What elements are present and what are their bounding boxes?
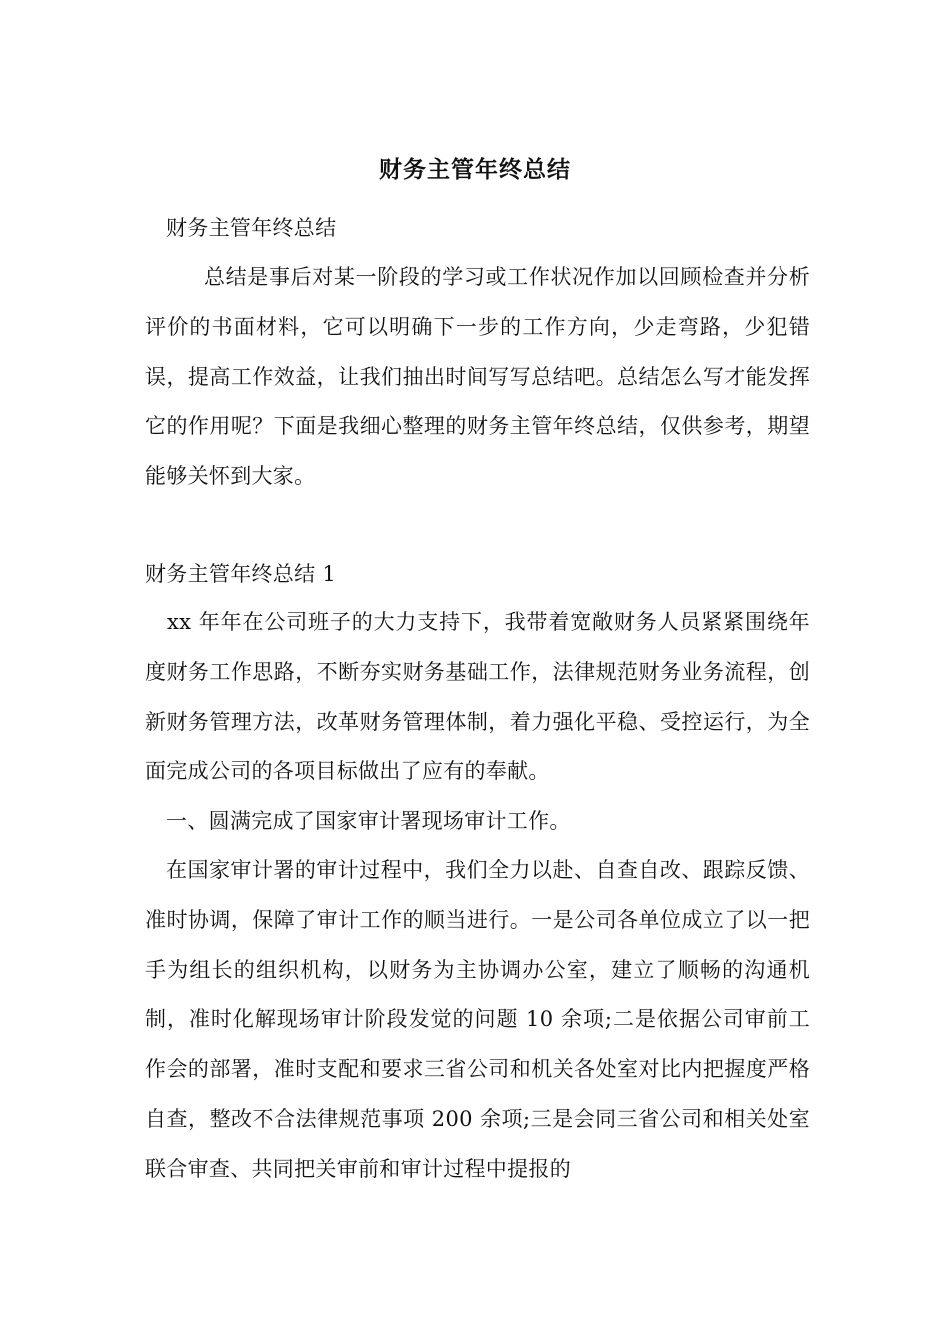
intro-paragraph: 总结是事后对某一阶段的学习或工作状况作加以回顾检查并分析评价的书面材料，它可以明确下一步的工作方向，少走弯路，少犯错误，提高工作效益，让我们抽出时间写写总结吧。总结怎么写才能发挥它的作用呢？下面是我细心整理的财务主管年终总结，仅供参考，期望能够关怀到大家。: [145, 265, 810, 489]
document-subtitle: 财务主管年终总结: [166, 216, 337, 240]
body-paragraph-1: xx 年年在公司班子的大力支持下，我带着宽敞财务人员紧紧围绕年度财务工作思路，不断夯实财务基础工作，法律规范财务业务流程，创新财务管理方法，改革财务管理体制，着力强化平稳、受控运行，为全面完成公司的各项目标做出了应有的奉献。: [145, 610, 810, 784]
document-title: 财务主管年终总结: [379, 156, 571, 183]
section-heading: 财务主管年终总结 1: [145, 562, 337, 586]
body-paragraph-2: 在国家审计署的审计过程中，我们全力以赴、自查自改、跟踪反馈、准时协调，保障了审计工作的顺当进行。一是公司各单位成立了以一把手为组长的组织机构，以财务为主协调办公室，建立了顺畅的沟通机制，准时化解现场审计阶段发觉的问题 10 余项;二是依据公司审前工作会的部署，准时支配和要求三省公司和机关各处室对比内把握度严格自查，整改不合法律规范事项 200 余项;三是会同三省公司和相关处室联合审查、共同把关审前和审计过程中提报的: [145, 858, 810, 1181]
point-1-heading: 一、圆满完成了国家审计署现场审计工作。: [166, 809, 571, 833]
